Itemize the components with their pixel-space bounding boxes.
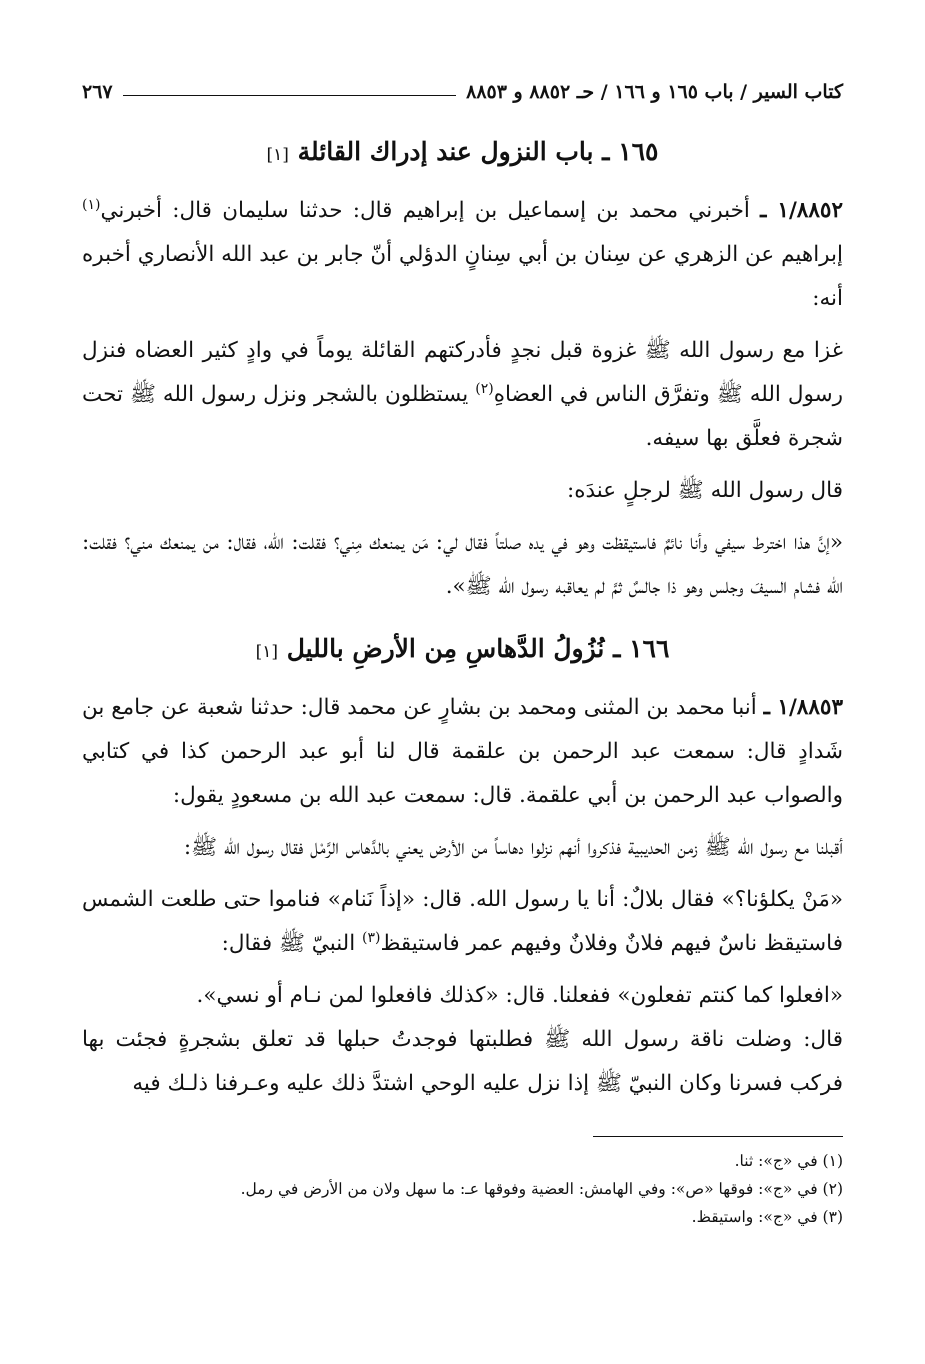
paragraph-text: «مَنْ يكلؤنا؟» فقال بلالٌ: أنا يا رسول الله. قال: «إذاً نَنام» فناموا حتى طلعت الشمس فاستيقظ ناسٌ فيهم فلانٌ وفلانٌ وفيهم عمر فاستيقظ: [82, 887, 843, 956]
section-note: [١]: [255, 642, 278, 662]
footnote-2: (٢) في «ج»: فوقها «ص»: وفي الهامش: العضية وفوقها عـ: ما سهل ولان من الأرض في رمل.: [240, 1180, 843, 1198]
footnote-3: (٣) في «ج»: واستيقظ.: [691, 1208, 843, 1226]
paragraph-text: إبراهيم عن الزهري عن سِنان بن أبي سِنانٍ الدؤلي أنّ جابر بن عبد الله الأنصاري أخبره أنه:: [82, 242, 843, 311]
paragraph-text: النبيّ ﷺ فقال:: [221, 931, 363, 956]
hadith-number: ١/٨٨٥٣ ـ: [763, 695, 843, 720]
chapter-reference: كتاب السير / باب ١٦٥ و ١٦٦ / حـ ٨٨٥٢ و ٨٨٥٣: [466, 81, 843, 103]
section-heading-165: [82, 132, 843, 175]
footnote-rule: [593, 1136, 843, 1137]
hadith-8852-saying: قال رسول الله ﷺ لرجلٍ عندَه:: [567, 478, 843, 503]
hadith-8853-chain: [82, 686, 843, 818]
hadith-8853-instruction: «افعلوا كما كنتم تفعلون» ففعلنا. قال: «كذلك فافعلوا لمن نـام أو نسي».: [196, 983, 843, 1008]
hadith-8852-quote: «إنَّ هذا اخترط سيفي وأنا نائمٌ فاستيقظت وهو في يده صلتاً فقال لي: مَن يمنعك مِني؟ فقلت: الله، فقال: من يمنعك مني؟ فقلت: الله فشام السيفَ وجلس وهو ذا جالسٌ ثمَّ لم يعاقبه رسول الله ﷺ».: [82, 530, 843, 599]
running-header: [82, 72, 843, 112]
hadith-8853-continuation: قال: وضلت ناقة رسول الله ﷺ فطلبتها فوجدتُ حبلها قد تعلق بشجرةٍ فجئت بها فركب فسرنا وكان النبيّ ﷺ إذا نزل عليه الوحي اشتدَّ ذلك عليه وعـرفنا ذلـك فيه: [82, 1027, 843, 1096]
footnote-marker: (٣): [362, 929, 381, 946]
hadith-8852-chain: [82, 189, 843, 321]
footnote-1: (١) في «ج»: ثنا.: [734, 1152, 843, 1170]
footnotes: [82, 1147, 843, 1231]
header-rule: [123, 95, 456, 96]
hadith-8853-dialogue: [82, 878, 843, 966]
page-number: ٢٦٧: [82, 81, 113, 103]
section-heading-166: [82, 629, 843, 672]
hadith-number: ١/٨٨٥٢ ـ: [760, 198, 843, 223]
paragraph-text: غزا مع رسول الله ﷺ غزوة قبل نجدٍ فأدركتهم القائلة يوماً في وادٍ كثير العضاه فنزل رسول الله ﷺ وتفرَّق الناس في العضاهِ: [82, 338, 843, 407]
hadith-8853-text: أقبلنا مع رسول الله ﷺ زمن الحديبية فذكروا أنهم نزلوا دهاساً من الأرض يعني بالدَّهاس الرَّمْل فقال رسول الله ﷺ:: [183, 835, 843, 860]
paragraph-text: أنبا محمد بن المثنى ومحمد بن بشارٍ عن محمد قال: حدثنا شعبة عن جامع بن شَدادٍ قال: سمعت عبد الرحمن بن علقمة قال لنا أبو عبد الرحمن كذا في كتابي والصواب عبد الرحمن بن أبي علقمة. قال: سمعت عبد الله بن مسعودٍ يقول:: [82, 695, 843, 808]
section-title: ١٦٥ ـ باب النزول عند إدراك القائلة: [297, 137, 659, 166]
section-note: [١]: [266, 145, 289, 165]
paragraph-text: يستظلون بالشجر ونزل رسول الله ﷺ تحت شجرة فعلَّق بها سيفه.: [82, 382, 843, 451]
paragraph-text: أخبرني محمد بن إسماعيل بن إبراهيم قال: حدثنا سليمان قال: أخبرني: [100, 198, 761, 223]
footnote-marker: (٢): [475, 380, 494, 397]
footnote-marker: (١): [82, 196, 101, 213]
hadith-8852-text: [82, 329, 843, 461]
section-title: ١٦٦ ـ نُزُولُ الدَّهاسِ مِن الأرضِ بالليل: [286, 634, 670, 663]
